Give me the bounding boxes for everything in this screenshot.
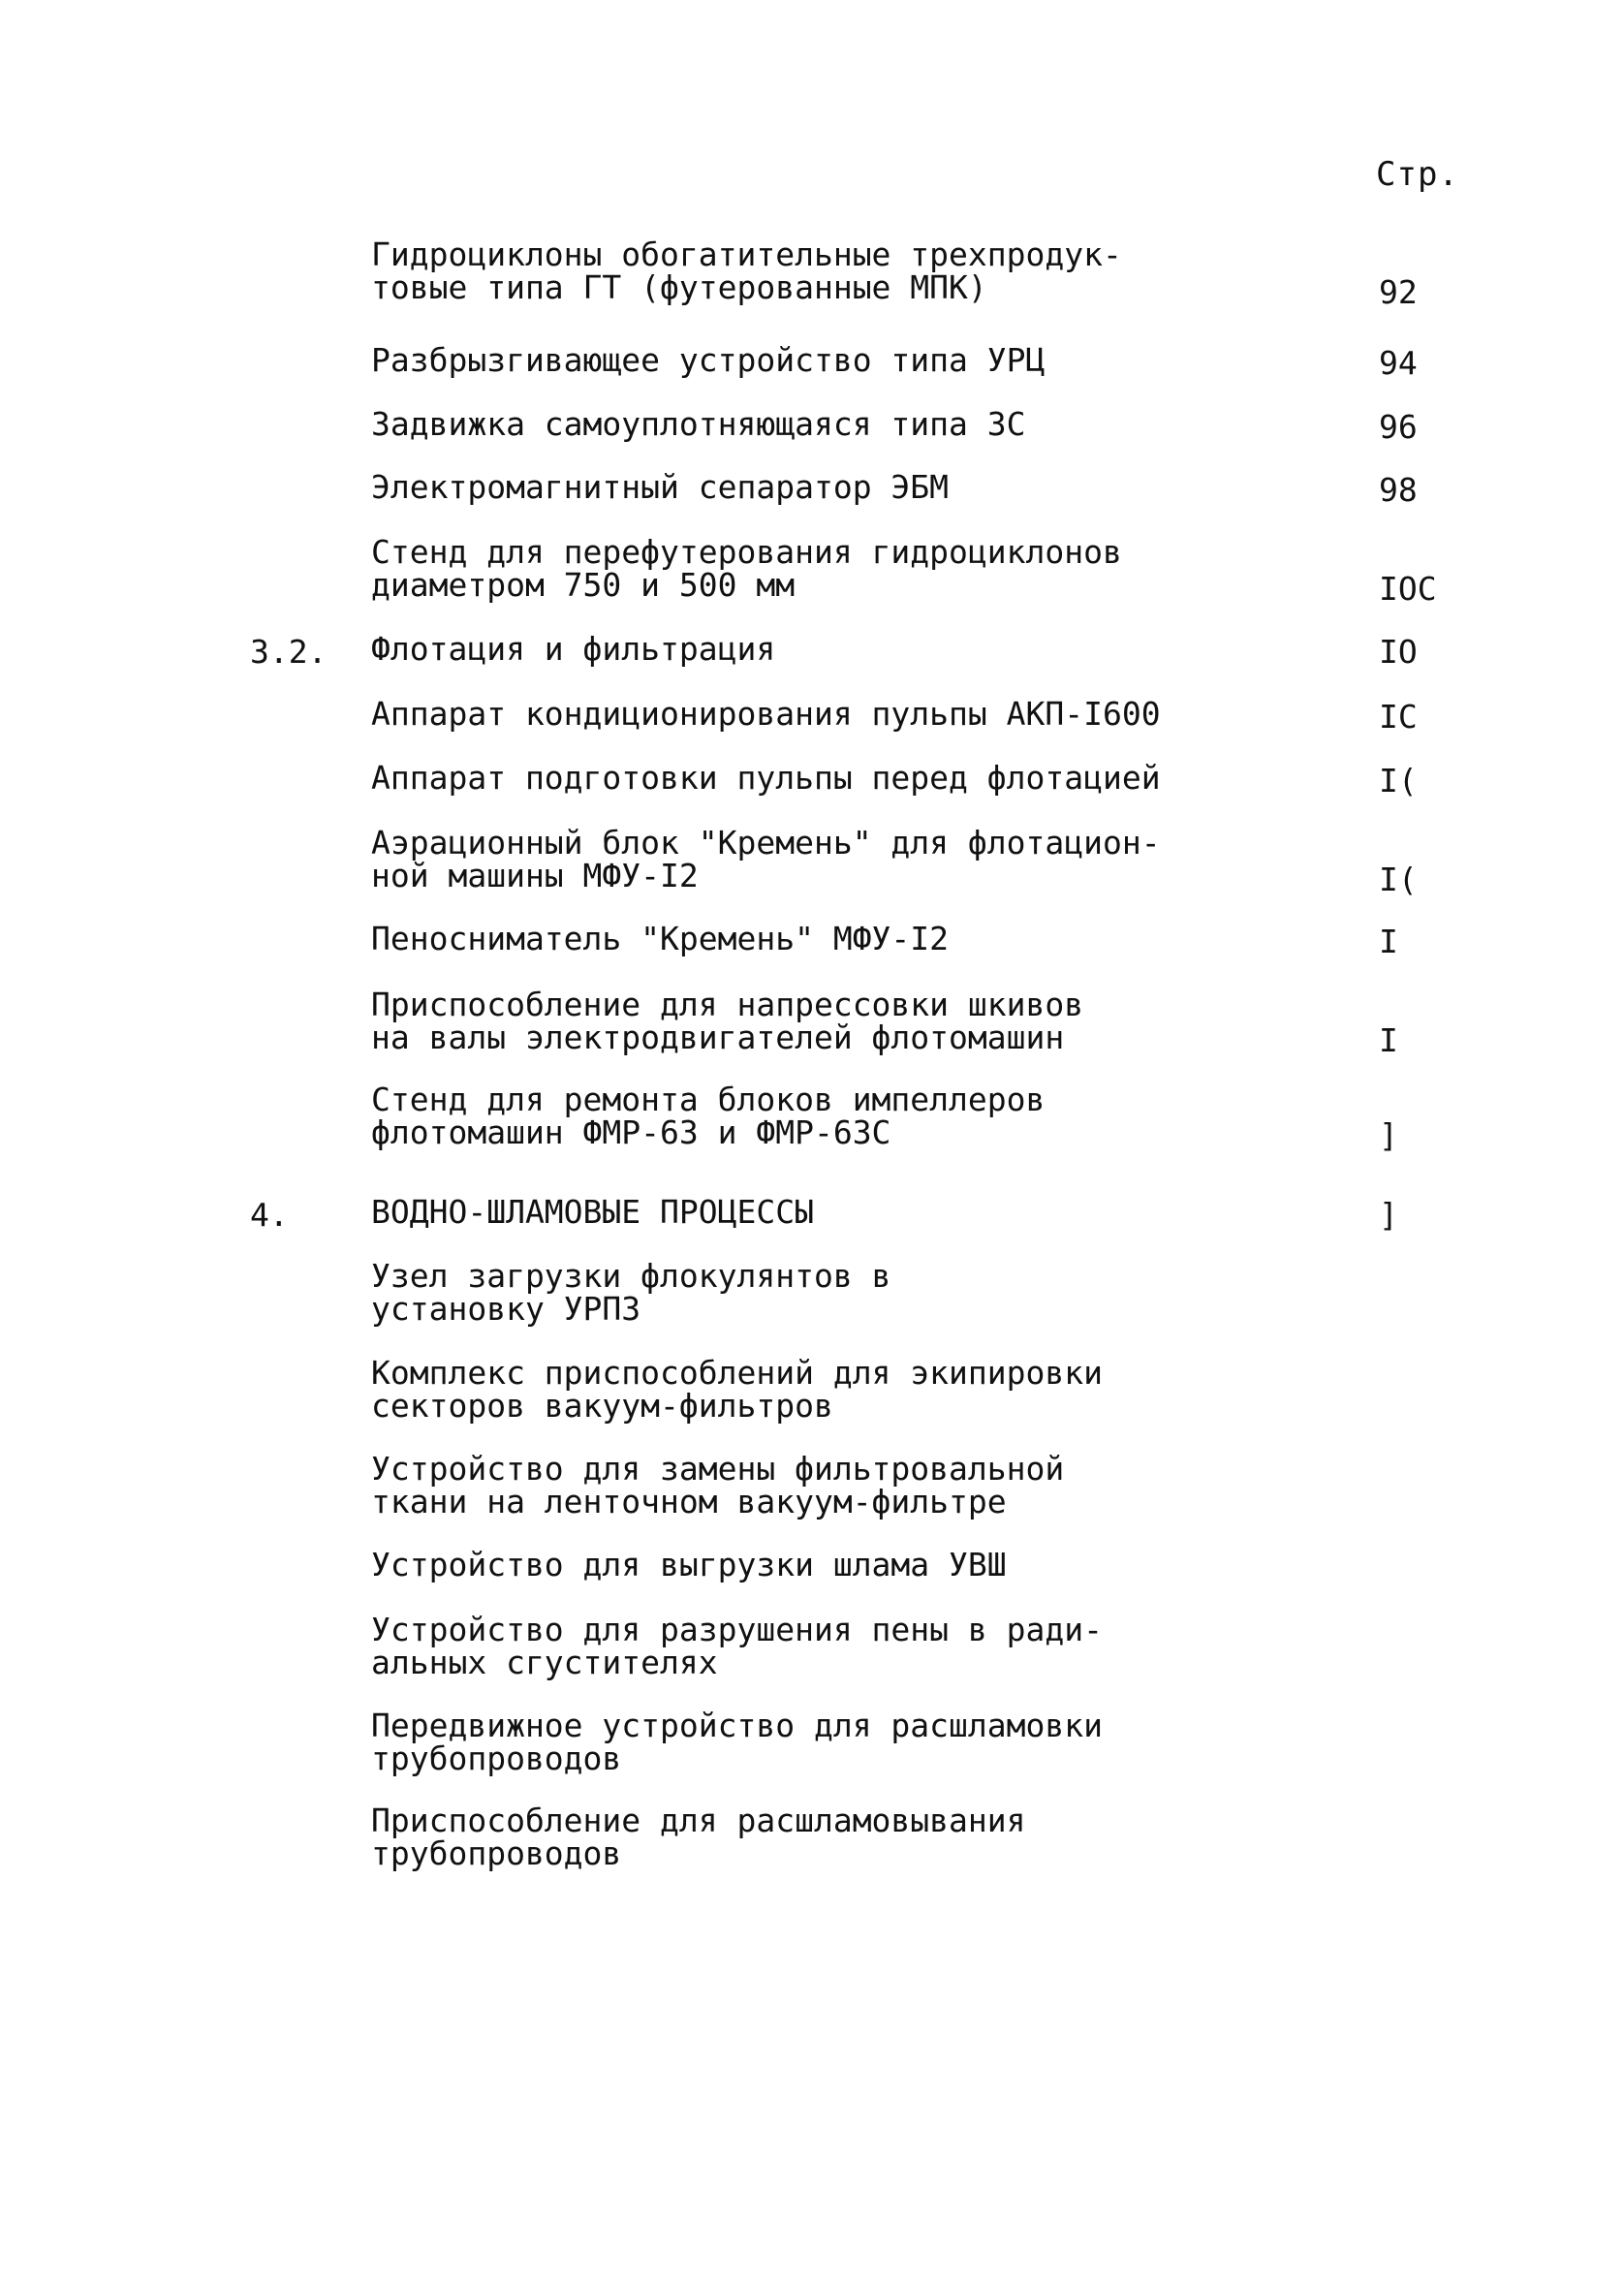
- entry-title-line: Аппарат кондиционирования пульпы АКП-I600: [371, 695, 1161, 733]
- entry-title-line: Пеносниматель "Кремень" МФУ-I2: [371, 920, 950, 957]
- toc-entry: [371, 405, 1243, 443]
- entry-title-line: диаметром 750 и 500 мм: [371, 566, 796, 604]
- entry-title-line: трубопроводов: [371, 1834, 622, 1872]
- toc-entry: [371, 1611, 1243, 1681]
- entry-title-line: ВОДНО-ШЛАМОВЫЕ ПРОЦЕССЫ: [371, 1193, 814, 1231]
- section-number: 3.2.: [250, 633, 328, 671]
- entry-page-number: 94: [1379, 344, 1418, 382]
- entry-title-line: Разбрызгивающее устройство типа УРЦ: [371, 341, 1046, 379]
- toc-entry: [371, 235, 1243, 306]
- entry-page-number: I: [1379, 1021, 1398, 1059]
- toc-entry: [371, 533, 1243, 604]
- toc-entry: [371, 1257, 1243, 1328]
- toc-entry: [371, 1450, 1243, 1520]
- entry-page-number: 96: [1379, 408, 1418, 446]
- entry-title-line: Электромагнитный сепаратор ЭБМ: [371, 468, 950, 506]
- entry-page-number: IC: [1379, 698, 1418, 736]
- entry-title-line: Узел загрузки флокулянтов в: [371, 1257, 891, 1295]
- entry-page-number: IO: [1379, 633, 1418, 671]
- toc-section-heading: [371, 1193, 1243, 1231]
- entry-title-line: Приспособление для расшламовывания: [371, 1802, 1026, 1839]
- entry-title-line: Стенд для ремонта блоков импеллеров: [371, 1081, 1046, 1118]
- entry-page-number: I(: [1379, 762, 1418, 799]
- entry-page-number: ]: [1379, 1116, 1398, 1154]
- entry-title-line: Устройство для разрушения пены в ради-: [371, 1611, 1103, 1648]
- toc-entry: [371, 1083, 1243, 1149]
- toc-entry: [371, 988, 1243, 1054]
- entry-title-line: установку УРПЗ: [371, 1290, 641, 1328]
- entry-title-line: альных сгустителях: [371, 1644, 718, 1681]
- section-number: 4.: [250, 1196, 289, 1234]
- entry-title-line: Аэрационный блок "Кремень" для флотацион-: [371, 824, 1161, 862]
- entry-page-number: IOC: [1379, 570, 1437, 608]
- entry-title-line: ткани на ленточном вакуум-фильтре: [371, 1483, 1007, 1520]
- toc-entry: [371, 1709, 1243, 1775]
- page-column-header: Стр.: [1376, 155, 1459, 194]
- entry-title-line: Аппарат подготовки пульпы перед флотацией: [371, 759, 1161, 797]
- entry-title-line: флотомашин ФМР-63 и ФМР-63С: [371, 1113, 891, 1151]
- entry-title-line: секторов вакуум-фильтров: [371, 1387, 833, 1425]
- entry-page-number: I: [1379, 923, 1398, 960]
- entry-title-line: ной машины МФУ-I2: [371, 857, 699, 894]
- toc-entry: [371, 920, 1243, 957]
- entry-page-number: 92: [1379, 273, 1418, 311]
- entry-title-line: товые типа ГТ (футерованные МПК): [371, 268, 987, 306]
- entry-page-number: ]: [1379, 1196, 1398, 1234]
- toc-entry: [371, 1546, 1243, 1583]
- entry-page-number: I(: [1379, 861, 1418, 898]
- toc-section-heading: [371, 630, 1243, 668]
- entry-title-line: Комплекс приспособлений для экипировки: [371, 1354, 1103, 1392]
- entry-title-line: Устройство для выгрузки шлама УВШ: [371, 1546, 1007, 1583]
- toc-entry: [371, 824, 1243, 894]
- entry-title-line: Флотация и фильтрация: [371, 630, 776, 668]
- entry-title-line: Приспособление для напрессовки шкивов: [371, 986, 1084, 1023]
- entry-title-line: Гидроциклоны обогатительные трехпродук-: [371, 235, 1122, 273]
- toc-entry: [371, 341, 1243, 379]
- entry-title-line: Задвижка самоуплотняющаяся типа ЗС: [371, 405, 1026, 443]
- toc-entry: [371, 695, 1243, 733]
- toc-entry: [371, 759, 1243, 797]
- toc-entry: [371, 1354, 1243, 1425]
- entry-title-line: Стенд для перефутерования гидроциклонов: [371, 533, 1122, 571]
- entry-title-line: Устройство для замены фильтровальной: [371, 1450, 1065, 1488]
- entry-title-line: на валы электродвигателей флотомашин: [371, 1019, 1065, 1056]
- entry-title-line: трубопроводов: [371, 1740, 622, 1777]
- entry-page-number: 98: [1379, 471, 1418, 509]
- entry-title-line: Передвижное устройство для расшламовки: [371, 1707, 1103, 1744]
- toc-entry: [371, 468, 1243, 506]
- toc-entry: [371, 1804, 1243, 1870]
